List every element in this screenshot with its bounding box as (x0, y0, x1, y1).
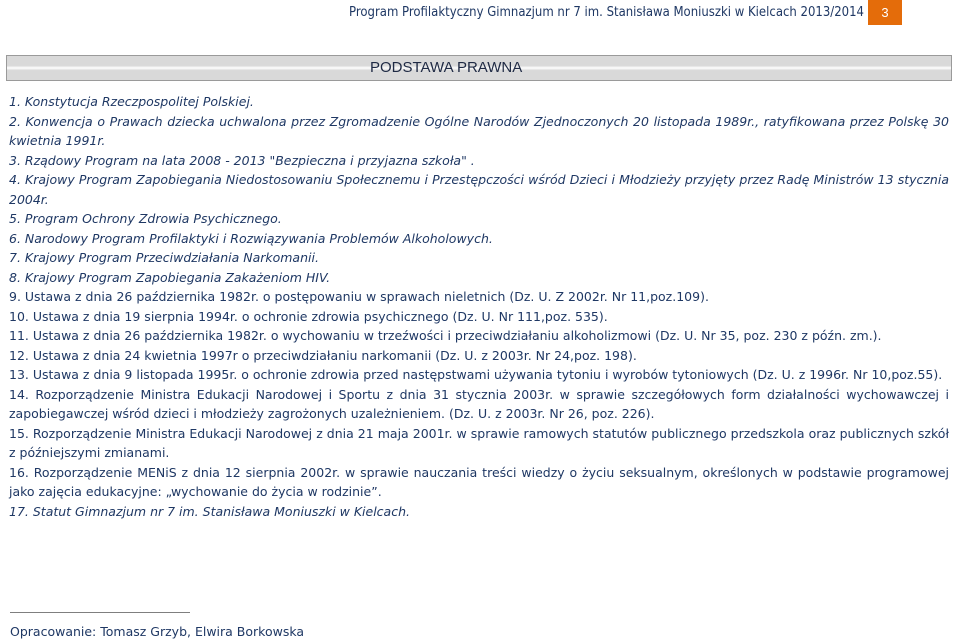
list-item: 2. Konwencja o Prawach dziecka uchwalona przez Zgromadzenie Ogólne Narodów Zjednoczonych 20 listopada 1989r., ratyfikowana przez Polskę 30 kwietnia 1991r. (9, 113, 949, 148)
footer-credits: Opracowanie: Tomasz Grzyb, Elwira Borkowska (10, 624, 305, 639)
list-item: 17. Statut Gimnazjum nr 7 im. Stanisława Moniuszki w Kielcach. (9, 503, 410, 519)
list-item: 1. Konstytucja Rzeczpospolitej Polskiej. (9, 94, 254, 109)
page-header (0, 0, 960, 26)
list-item: 9. Ustawa z dnia 26 października 1982r. o postępowaniu w sprawach nieletnich (Dz. U. Z 2002r. Nr 11,poz.109). (9, 289, 709, 304)
legal-basis-list (9, 92, 949, 521)
footer-divider (10, 612, 190, 613)
list-item: 3. Rządowy Program na lata 2008 - 2013 "Bezpieczna i przyjazna szkoła" . (9, 152, 475, 168)
header-title: Program Profilaktyczny Gimnazjum nr 7 im. Stanisława Moniuszki w Kielcach 2013/2014 (349, 5, 864, 20)
page-number-badge: 3 (868, 0, 902, 25)
list-item: 6. Narodowy Program Profilaktyki i Rozwiązywania Problemów Alkoholowych. (9, 230, 493, 246)
list-item: 8. Krajowy Program Zapobiegania Zakażeniom HIV. (9, 269, 331, 285)
list-item: 7. Krajowy Program Przeciwdziałania Narkomanii. (9, 250, 319, 265)
list-item: 4. Krajowy Program Zapobiegania Niedostosowaniu Społecznemu i Przestępczości wśród Dzieci i Młodzieży przyjęty przez Radę Ministrów 13 stycznia 2004r. (9, 172, 949, 207)
list-item: 10. Ustawa z dnia 19 sierpnia 1994r. o ochronie zdrowia psychicznego (Dz. U. Nr 111,poz. 535). (9, 308, 608, 324)
list-item: 14. Rozporządzenie Ministra Edukacji Narodowej i Sportu z dnia 31 stycznia 2003r. w sprawie szczegółowych form działalności wychowawczej i zapobiegawczej wśród dzieci i młodzieży zagrożonych uzależnieniem. (Dz. U. z 2003r. Nr 26, poz. 226). (9, 386, 949, 421)
list-item: 16. Rozporządzenie MENiS z dnia 12 sierpnia 2002r. w sprawie nauczania treści wiedzy o życiu seksualnym, określonych w podstawie programowej jako zajęcia edukacyjne: „wychowanie do życia w rodzinie”. (9, 464, 949, 499)
section-heading-box (6, 55, 952, 81)
list-item: 11. Ustawa z dnia 26 października 1982r. o wychowaniu w trzeźwości i przeciwdziałaniu alkoholizmowi (Dz. U. Nr 35, poz. 230 z późn. zm.). (9, 328, 882, 343)
list-item: 15. Rozporządzenie Ministra Edukacji Narodowej z dnia 21 maja 2001r. w sprawie ramowych statutów publicznego przedszkola oraz publicznych szkół z późniejszymi zmianami. (9, 425, 949, 460)
section-heading: PODSTAWA PRAWNA (370, 59, 523, 76)
list-item: 12. Ustawa z dnia 24 kwietnia 1997r o przeciwdziałaniu narkomanii (Dz. U. z 2003r. Nr 24,poz. 198). (9, 347, 637, 363)
list-item: 13. Ustawa z dnia 9 listopada 1995r. o ochronie zdrowia przed następstwami używania tytoniu i wyrobów tytoniowych (Dz. U. z 1996r. Nr 10,poz.55). (9, 367, 943, 382)
list-item: 5. Program Ochrony Zdrowia Psychicznego. (9, 211, 282, 226)
